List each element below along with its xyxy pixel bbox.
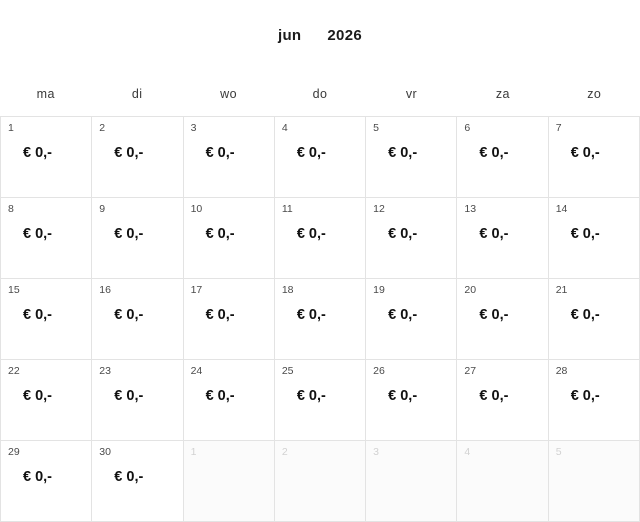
day-number: 4	[281, 122, 288, 134]
day-number: 24	[190, 365, 203, 377]
calendar-day-cell[interactable]	[184, 117, 275, 198]
calendar-day-cell[interactable]	[275, 198, 366, 279]
day-number: 2	[99, 122, 106, 134]
day-amount: € 0,-	[205, 307, 235, 323]
calendar-day-cell[interactable]	[366, 117, 457, 198]
calendar-day-cell[interactable]	[366, 441, 457, 522]
day-number: 21	[555, 284, 568, 296]
calendar-day-cell[interactable]	[366, 279, 457, 360]
day-amount: € 0,-	[296, 307, 326, 323]
weekday-label-vr: vr	[405, 86, 418, 101]
day-number: 9	[99, 203, 106, 215]
calendar-year-label: 2026	[327, 27, 362, 45]
day-number: 3	[373, 446, 379, 458]
day-amount: € 0,-	[296, 388, 326, 404]
day-amount: € 0,-	[205, 388, 235, 404]
calendar-day-cell[interactable]	[92, 117, 183, 198]
day-number: 3	[190, 122, 197, 134]
calendar-grid	[0, 116, 640, 522]
calendar-day-cell[interactable]	[457, 360, 548, 441]
calendar-header	[0, 0, 640, 71]
day-number: 6	[464, 122, 471, 134]
day-amount: € 0,-	[570, 307, 600, 323]
calendar-day-cell[interactable]	[275, 360, 366, 441]
calendar-day-cell[interactable]	[184, 198, 275, 279]
day-number: 4	[464, 446, 471, 458]
weekday-label-do: do	[312, 86, 328, 101]
day-number: 18	[281, 284, 294, 296]
day-number: 1	[8, 122, 14, 134]
day-amount: € 0,-	[296, 226, 326, 242]
calendar-day-cell[interactable]	[275, 441, 366, 522]
day-amount: € 0,-	[570, 388, 600, 404]
day-number: 2	[281, 446, 288, 458]
calendar-day-cell[interactable]	[457, 441, 548, 522]
day-amount: € 0,-	[388, 145, 418, 161]
day-amount: € 0,-	[23, 388, 53, 404]
day-number: 23	[99, 365, 111, 377]
day-number: 15	[8, 284, 20, 296]
day-amount: € 0,-	[570, 145, 600, 161]
day-number: 27	[464, 365, 477, 377]
calendar-day-cell[interactable]	[184, 441, 275, 522]
calendar-day-cell[interactable]	[1, 198, 92, 279]
day-amount: € 0,-	[114, 307, 144, 323]
calendar-day-cell[interactable]	[549, 198, 640, 279]
day-number: 10	[190, 203, 203, 215]
calendar-day-cell[interactable]	[1, 360, 92, 441]
calendar-day-cell[interactable]	[92, 198, 183, 279]
day-number: 12	[373, 203, 385, 215]
day-amount: € 0,-	[296, 145, 326, 161]
day-amount: € 0,-	[388, 388, 418, 404]
day-number: 17	[190, 284, 203, 296]
day-number: 5	[555, 446, 562, 458]
weekday-label-di: di	[131, 86, 143, 101]
calendar-day-cell[interactable]	[549, 441, 640, 522]
day-amount: € 0,-	[23, 469, 53, 485]
calendar-day-cell[interactable]	[92, 279, 183, 360]
day-amount: € 0,-	[479, 307, 509, 323]
weekday-label-za: za	[495, 86, 510, 101]
calendar-day-cell[interactable]	[92, 360, 183, 441]
calendar-day-cell[interactable]	[549, 360, 640, 441]
calendar-day-cell[interactable]	[1, 279, 92, 360]
weekday-label-zo: zo	[587, 86, 602, 101]
calendar-day-cell[interactable]	[275, 117, 366, 198]
day-number: 1	[190, 446, 197, 458]
weekday-label-wo: wo	[220, 86, 237, 101]
calendar-day-cell[interactable]	[1, 441, 92, 522]
day-amount: € 0,-	[23, 145, 53, 161]
calendar-day-cell[interactable]	[184, 360, 275, 441]
day-amount: € 0,-	[23, 226, 53, 242]
calendar-day-cell[interactable]	[184, 279, 275, 360]
weekday-header-row	[0, 71, 640, 116]
day-number: 29	[8, 446, 20, 458]
calendar-day-cell[interactable]	[457, 117, 548, 198]
day-number: 11	[281, 203, 293, 215]
day-number: 19	[373, 284, 385, 296]
day-number: 5	[373, 122, 379, 134]
calendar-day-cell[interactable]	[275, 279, 366, 360]
weekday-label-ma: ma	[36, 86, 55, 101]
calendar-day-cell[interactable]	[549, 117, 640, 198]
day-amount: € 0,-	[388, 307, 418, 323]
calendar-day-cell[interactable]	[366, 198, 457, 279]
calendar-month-label: jun	[278, 27, 302, 45]
day-amount: € 0,-	[23, 307, 53, 323]
calendar-day-cell[interactable]	[92, 441, 183, 522]
day-number: 13	[464, 203, 477, 215]
day-number: 26	[373, 365, 385, 377]
day-amount: € 0,-	[205, 226, 235, 242]
day-amount: € 0,-	[479, 226, 509, 242]
day-number: 8	[8, 203, 14, 215]
day-amount: € 0,-	[114, 388, 144, 404]
calendar-day-cell[interactable]	[549, 279, 640, 360]
calendar-day-cell[interactable]	[1, 117, 92, 198]
day-amount: € 0,-	[570, 226, 600, 242]
calendar-day-cell[interactable]	[457, 279, 548, 360]
day-number: 22	[8, 365, 20, 377]
day-amount: € 0,-	[114, 226, 144, 242]
calendar-day-cell[interactable]	[366, 360, 457, 441]
calendar-day-cell[interactable]	[457, 198, 548, 279]
day-number: 28	[555, 365, 568, 377]
day-number: 30	[99, 446, 111, 458]
day-amount: € 0,-	[205, 145, 235, 161]
day-number: 16	[99, 284, 111, 296]
day-amount: € 0,-	[388, 226, 418, 242]
day-number: 25	[281, 365, 294, 377]
day-number: 20	[464, 284, 477, 296]
day-amount: € 0,-	[114, 469, 144, 485]
day-number: 14	[555, 203, 568, 215]
day-amount: € 0,-	[479, 388, 509, 404]
day-amount: € 0,-	[479, 145, 509, 161]
day-amount: € 0,-	[114, 145, 144, 161]
day-number: 7	[555, 122, 562, 134]
